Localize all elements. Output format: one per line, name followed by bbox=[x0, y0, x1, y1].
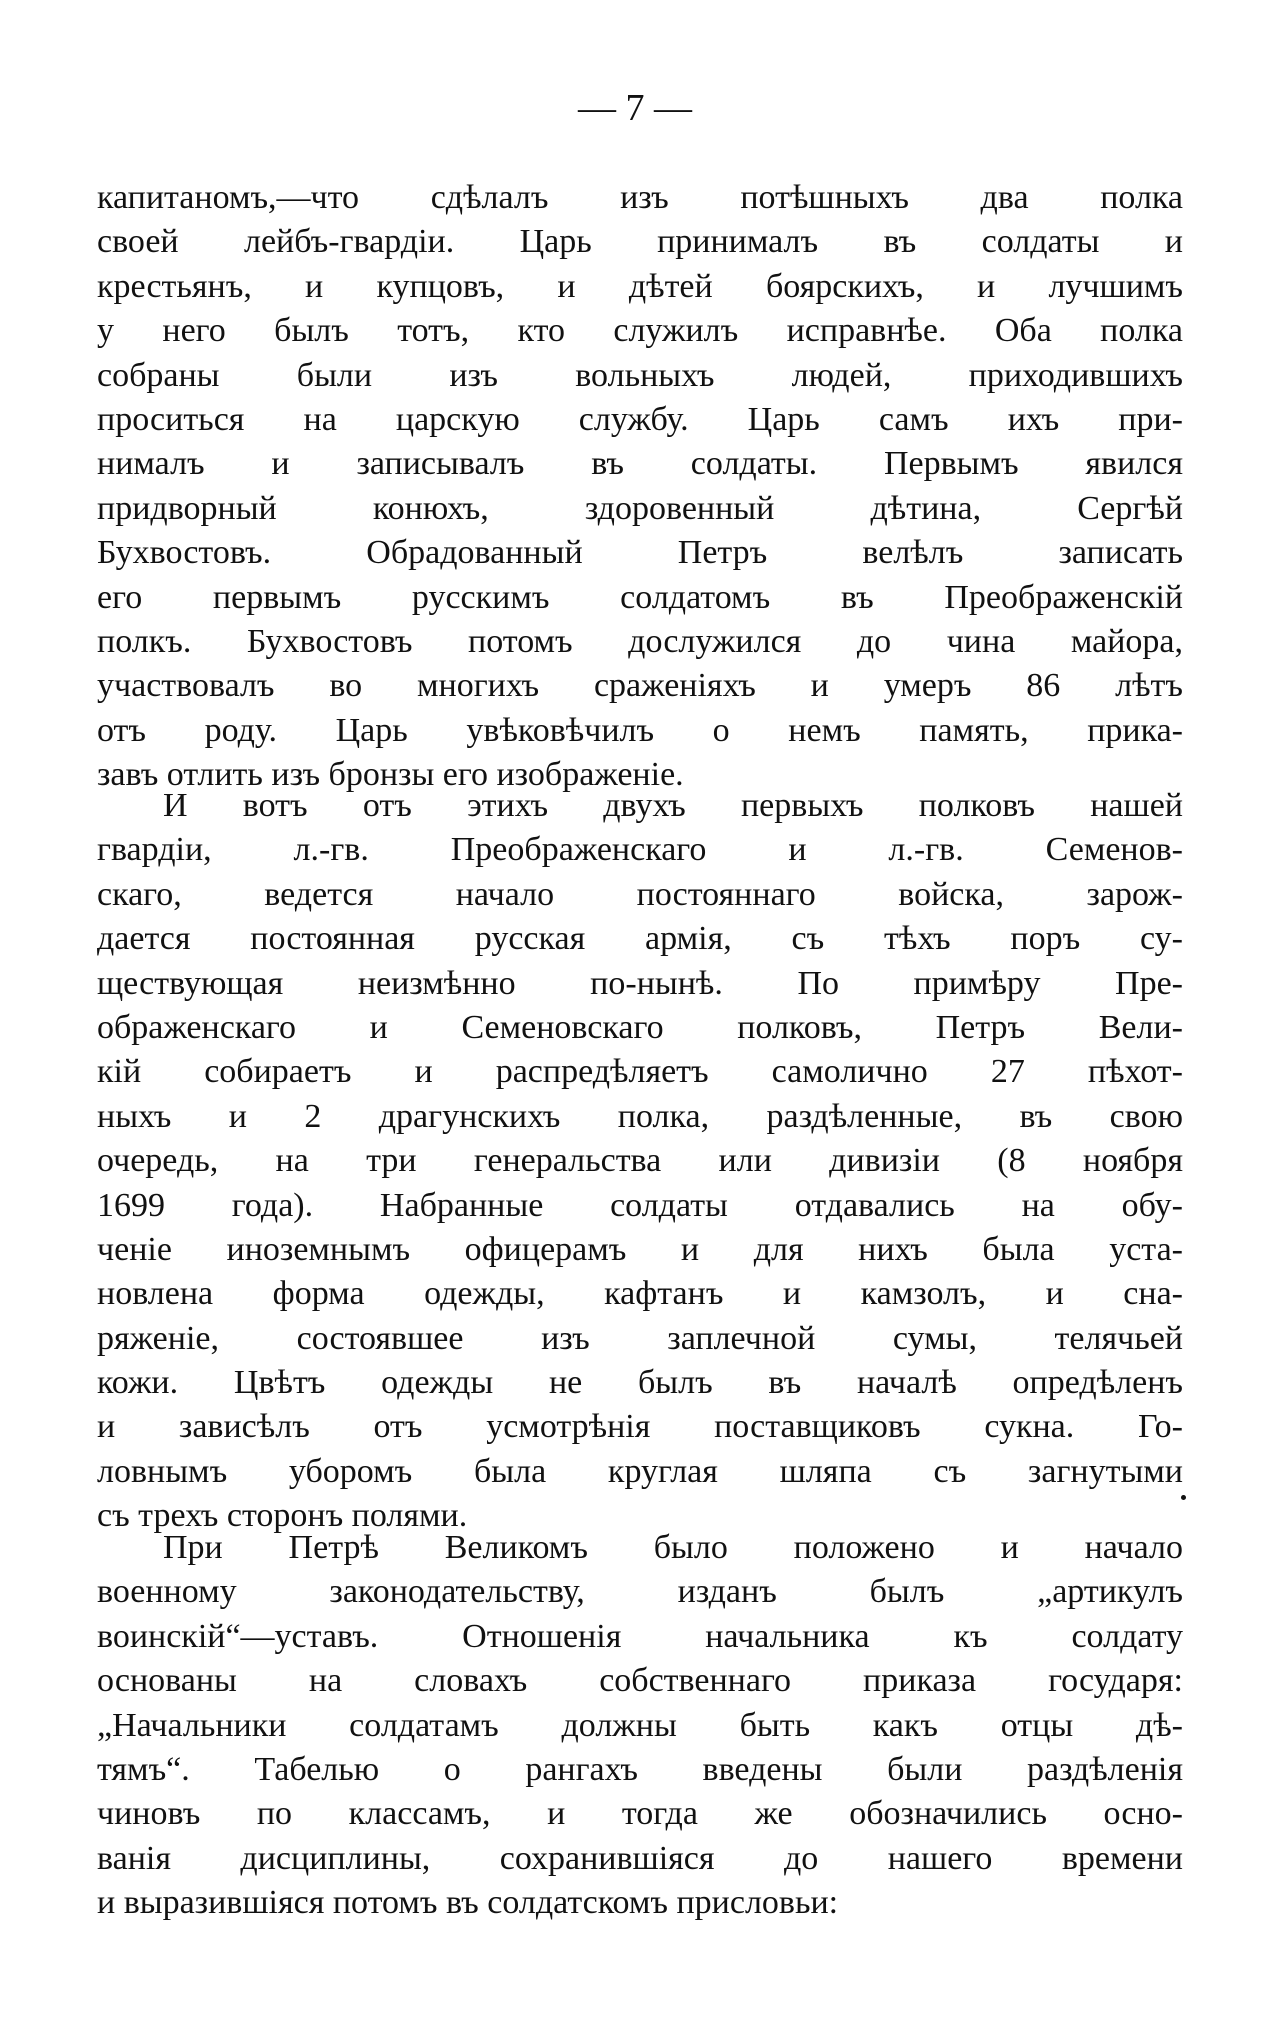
text-line: ряженіе, состоявшее изъ заплечной сумы, телячьей bbox=[97, 1319, 1183, 1357]
text-line: чиновъ по классамъ, и тогда же обозначились осно- bbox=[97, 1795, 1183, 1833]
text-line: 1699 года). Набранные солдаты отдавались на обу- bbox=[97, 1186, 1183, 1224]
text-line: военному законодательству, изданъ былъ „артикулъ bbox=[97, 1573, 1183, 1611]
paragraph-2 bbox=[97, 784, 1183, 1539]
text-line: дается постоянная русская армія, съ тѣхъ поръ су- bbox=[97, 920, 1183, 958]
text-line: тямъ“. Табелью о рангахъ введены были раздѣленія bbox=[97, 1750, 1183, 1788]
text-line: крестьянъ, и купцовъ, и дѣтей боярскихъ, и лучшимъ bbox=[97, 267, 1183, 305]
text-line: гвардіи, л.-гв. Преображенскаго и л.-гв. Семенов- bbox=[97, 831, 1183, 869]
text-line: и выразившіяся потомъ въ солдатскомъ присловьи: bbox=[97, 1884, 839, 1922]
text-line: ображенскаго и Семеновскаго полковъ, Петръ Вели- bbox=[97, 1008, 1183, 1046]
text-line: нималъ и записывалъ въ солдаты. Первымъ явился bbox=[97, 445, 1183, 483]
text-line: ванія дисциплины, сохранившіяся до нашего времени bbox=[97, 1839, 1183, 1877]
text-line: полкъ. Бухвостовъ потомъ дослужился до чина майора, bbox=[97, 622, 1183, 660]
text-line: ловнымъ уборомъ была круглая шляпа съ загнутыми bbox=[97, 1452, 1183, 1490]
text-line: съ трехъ сторонъ полями. bbox=[97, 1497, 468, 1535]
text-line: ченіе иноземнымъ офицерамъ и для нихъ была уста- bbox=[97, 1230, 1183, 1268]
text-line: завъ отлить изъ бронзы его изображеніе. bbox=[97, 756, 684, 794]
text-line: придворный конюхъ, здоровенный дѣтина, Сергѣй bbox=[97, 489, 1183, 527]
text-line: ществующая неизмѣнно по-нынѣ. По примѣру Пре- bbox=[97, 964, 1183, 1002]
paragraph-1 bbox=[97, 176, 1183, 797]
text-line: кожи. Цвѣтъ одежды не былъ въ началѣ опредѣленъ bbox=[97, 1364, 1183, 1402]
text-line: воинскій“—уставъ. Отношенія начальника къ солдату bbox=[97, 1617, 1183, 1655]
text-line: Бухвостовъ. Обрадованный Петръ велѣлъ записать bbox=[97, 534, 1183, 572]
text-line: своей лейбъ-гвардіи. Царь принималъ въ солдаты и bbox=[97, 223, 1183, 261]
text-line: капитаномъ,—что сдѣлалъ изъ потѣшныхъ два полка bbox=[97, 179, 1183, 216]
text-line: новлена форма одежды, кафтанъ и камзолъ, и сна- bbox=[97, 1275, 1183, 1313]
text-line: и зависѣлъ отъ усмотрѣнія поставщиковъ сукна. Го- bbox=[97, 1408, 1183, 1446]
text-line: проситься на царскую службу. Царь самъ ихъ при- bbox=[97, 400, 1183, 438]
text-line: собраны были изъ вольныхъ людей, приходившихъ bbox=[97, 356, 1183, 394]
text-line: участвовалъ во многихъ сраженіяхъ и умеръ 86 лѣтъ bbox=[97, 667, 1183, 705]
page-number: — 7 — bbox=[578, 87, 692, 129]
text-line: основаны на словахъ собственнаго приказа государя: bbox=[97, 1662, 1183, 1700]
text-line: у него былъ тотъ, кто служилъ исправнѣе. Оба полка bbox=[97, 312, 1183, 350]
paragraph-3 bbox=[97, 1526, 1183, 1926]
text-line: ныхъ и 2 драгунскихъ полка, раздѣленные, въ свою bbox=[97, 1097, 1183, 1135]
text-line: скаго, ведется начало постояннаго войска, зарож- bbox=[97, 875, 1183, 913]
text-line: И вотъ отъ этихъ двухъ первыхъ полковъ нашей bbox=[163, 787, 1183, 824]
text-line: его первымъ русскимъ солдатомъ въ Преображенскій bbox=[97, 578, 1183, 616]
text-line: „Начальники солдатамъ должны быть какъ отцы дѣ- bbox=[97, 1706, 1183, 1744]
text-line: отъ роду. Царь увѣковѣчилъ о немъ память, прика- bbox=[97, 711, 1183, 749]
text-line: При Петрѣ Великомъ было положено и начало bbox=[163, 1529, 1183, 1566]
text-line: кій собираетъ и распредѣляетъ самолично 27 пѣхот- bbox=[97, 1053, 1183, 1091]
stray-dot-mark bbox=[1181, 1495, 1186, 1500]
text-line: очередь, на три генеральства или дивизіи (8 ноября bbox=[97, 1142, 1183, 1180]
